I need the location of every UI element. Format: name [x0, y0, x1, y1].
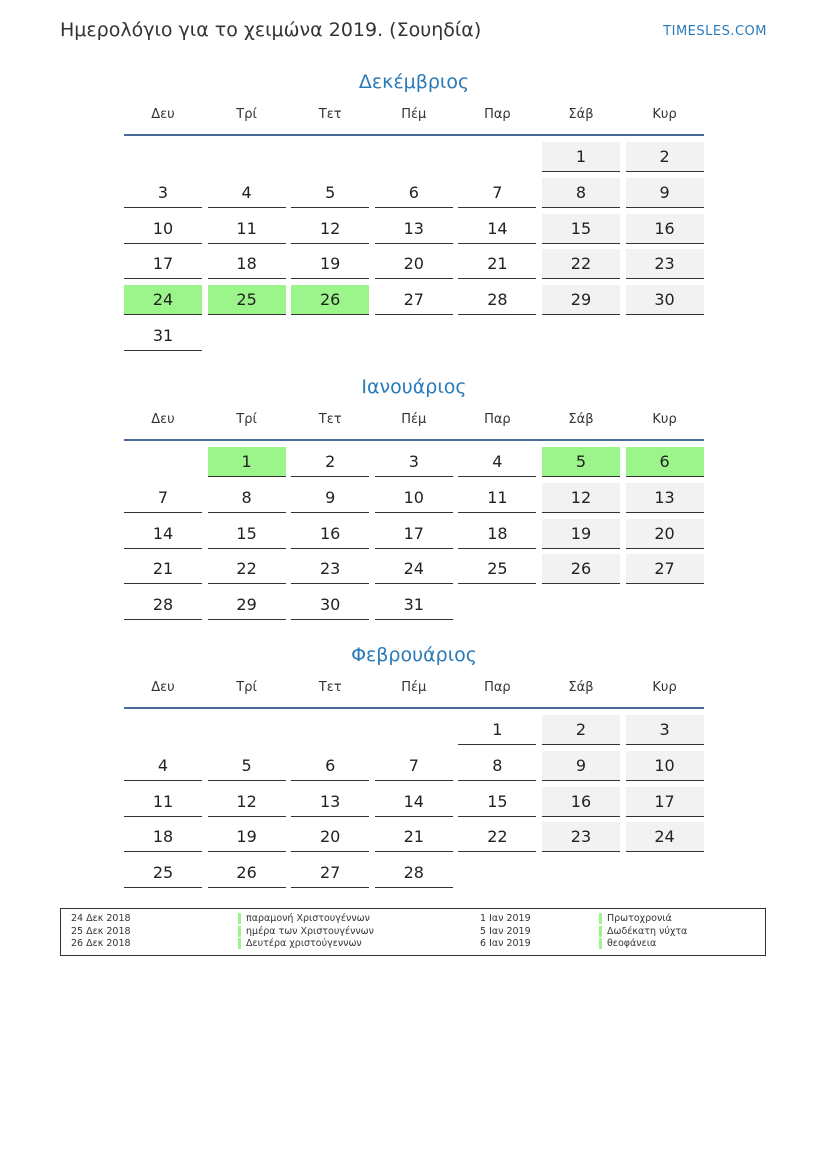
week-row	[124, 320, 704, 356]
weekday-label: Πέμ	[401, 107, 427, 122]
legend-line	[599, 926, 687, 939]
empty-cell	[291, 142, 369, 172]
legend-holiday-name: παραμονή Χριστουγέννων	[238, 913, 370, 924]
day-cell: 20	[291, 822, 369, 852]
holiday-day-cell: 5	[542, 447, 620, 477]
day-cell: 26	[208, 858, 286, 888]
weekday-label: Κυρ	[652, 680, 677, 695]
empty-cell	[458, 858, 536, 888]
empty-cell	[458, 590, 536, 620]
week-row	[124, 821, 704, 857]
empty-cell	[208, 715, 286, 745]
header-divider	[124, 439, 704, 441]
legend-holiday-name: ημέρα των Χριστουγέννων	[238, 926, 374, 937]
day-cell: 13	[375, 214, 453, 244]
week-row	[124, 750, 704, 786]
legend-holiday-name: θεοφάνεια	[599, 938, 656, 949]
day-cell: 25	[124, 858, 202, 888]
day-cell: 22	[208, 554, 286, 584]
day-cell: 26	[542, 554, 620, 584]
week-row	[124, 141, 704, 177]
day-cell: 21	[124, 554, 202, 584]
weekday-label: Δευ	[151, 412, 175, 427]
week-row	[124, 553, 704, 589]
day-cell: 10	[626, 751, 704, 781]
legend-line	[71, 938, 131, 951]
day-cell: 23	[291, 554, 369, 584]
legend-line	[599, 913, 687, 926]
empty-cell	[542, 321, 620, 351]
legend-line	[71, 926, 131, 939]
day-cell: 11	[124, 787, 202, 817]
day-cell: 15	[542, 214, 620, 244]
empty-cell	[375, 142, 453, 172]
weekday-label: Παρ	[484, 107, 511, 122]
day-cell: 19	[291, 249, 369, 279]
empty-cell	[458, 142, 536, 172]
weekday-label: Πέμ	[401, 412, 427, 427]
week-row	[124, 248, 704, 284]
empty-cell	[542, 590, 620, 620]
brand-link[interactable]: TIMESLES.COM	[663, 24, 767, 39]
legend-line	[480, 938, 531, 951]
day-cell: 30	[626, 285, 704, 315]
weekday-label: Τρί	[236, 107, 257, 122]
day-cell: 31	[375, 590, 453, 620]
day-cell: 3	[375, 447, 453, 477]
legend-line	[480, 926, 531, 939]
day-cell: 17	[626, 787, 704, 817]
day-cell: 12	[291, 214, 369, 244]
header-divider	[124, 134, 704, 136]
legend-right-dates	[480, 913, 531, 951]
day-cell: 7	[375, 751, 453, 781]
day-cell: 14	[458, 214, 536, 244]
day-cell: 19	[542, 519, 620, 549]
day-cell: 5	[208, 751, 286, 781]
day-cell: 25	[458, 554, 536, 584]
holiday-day-cell: 1	[208, 447, 286, 477]
weekday-label: Παρ	[484, 680, 511, 695]
day-cell: 28	[375, 858, 453, 888]
weekday-label: Τετ	[318, 680, 342, 695]
day-cell: 8	[208, 483, 286, 513]
legend-holiday-name: Δωδέκατη νύχτα	[599, 926, 687, 937]
day-cell: 3	[626, 715, 704, 745]
day-cell: 5	[291, 178, 369, 208]
month-december	[124, 68, 704, 356]
legend-line	[238, 938, 374, 951]
day-cell: 28	[458, 285, 536, 315]
empty-cell	[626, 321, 704, 351]
day-cell: 9	[542, 751, 620, 781]
legend-holiday-name: Πρωτοχρονιά	[599, 913, 672, 924]
day-cell: 19	[208, 822, 286, 852]
day-cell: 21	[375, 822, 453, 852]
weekday-label: Δευ	[151, 107, 175, 122]
day-cell: 21	[458, 249, 536, 279]
day-cell: 11	[208, 214, 286, 244]
day-cell: 4	[124, 751, 202, 781]
empty-cell	[458, 321, 536, 351]
week-row	[124, 177, 704, 213]
day-cell: 16	[291, 519, 369, 549]
empty-cell	[124, 447, 202, 477]
week-row	[124, 589, 704, 625]
holiday-day-cell: 6	[626, 447, 704, 477]
week-row	[124, 518, 704, 554]
holiday-legend	[60, 908, 766, 956]
empty-cell	[626, 858, 704, 888]
legend-line	[238, 913, 374, 926]
weekday-label: Τρί	[236, 412, 257, 427]
legend-line	[599, 938, 687, 951]
month-february	[124, 641, 704, 893]
weekday-label: Τετ	[318, 412, 342, 427]
day-cell: 24	[375, 554, 453, 584]
header-divider	[124, 707, 704, 709]
holiday-day-cell: 26	[291, 285, 369, 315]
day-cell: 1	[458, 715, 536, 745]
weekday-label: Τρί	[236, 680, 257, 695]
day-cell: 9	[626, 178, 704, 208]
empty-cell	[291, 321, 369, 351]
month-january	[124, 373, 704, 625]
legend-holiday-name: Δευτέρα χριστούγεννων	[238, 938, 362, 949]
day-cell: 31	[124, 321, 202, 351]
empty-cell	[208, 321, 286, 351]
day-cell: 29	[208, 590, 286, 620]
day-cell: 12	[208, 787, 286, 817]
empty-cell	[375, 715, 453, 745]
day-cell: 27	[375, 285, 453, 315]
weekday-label: Σάβ	[568, 680, 594, 695]
day-cell: 2	[626, 142, 704, 172]
empty-cell	[124, 715, 202, 745]
legend-date: 5 Ιαν 2019	[480, 925, 531, 937]
day-cell: 20	[375, 249, 453, 279]
week-row	[124, 446, 704, 482]
month-name: Δεκέμβριος	[358, 71, 470, 93]
day-cell: 29	[542, 285, 620, 315]
day-cell: 9	[291, 483, 369, 513]
day-cell: 24	[626, 822, 704, 852]
empty-cell	[208, 142, 286, 172]
day-cell: 28	[124, 590, 202, 620]
weekday-header	[124, 409, 704, 431]
month-name: Ιανουάριος	[361, 376, 467, 398]
day-cell: 8	[542, 178, 620, 208]
week-row	[124, 786, 704, 822]
day-cell: 30	[291, 590, 369, 620]
weekday-label: Δευ	[151, 680, 175, 695]
day-cell: 7	[458, 178, 536, 208]
weekday-label: Παρ	[484, 412, 511, 427]
day-cell: 7	[124, 483, 202, 513]
week-row	[124, 482, 704, 518]
weekday-header	[124, 677, 704, 699]
legend-left-dates	[71, 913, 131, 951]
empty-cell	[375, 321, 453, 351]
legend-line	[71, 913, 131, 926]
weekday-label: Κυρ	[652, 412, 677, 427]
day-cell: 22	[542, 249, 620, 279]
legend-date: 26 Δεκ 2018	[71, 938, 131, 949]
day-cell: 4	[458, 447, 536, 477]
empty-cell	[542, 858, 620, 888]
day-cell: 12	[542, 483, 620, 513]
weekday-label: Τετ	[318, 107, 342, 122]
day-cell: 15	[458, 787, 536, 817]
day-cell: 15	[208, 519, 286, 549]
day-cell: 10	[124, 214, 202, 244]
day-cell: 2	[291, 447, 369, 477]
day-cell: 18	[124, 822, 202, 852]
empty-cell	[291, 715, 369, 745]
day-cell: 6	[291, 751, 369, 781]
day-cell: 17	[124, 249, 202, 279]
legend-date: 6 Ιαν 2019	[480, 938, 531, 949]
weekday-label: Σάβ	[568, 412, 594, 427]
page-title: Ημερολόγιο για το χειμώνα 2019. (Σουηδία)	[60, 19, 482, 41]
weekday-label: Πέμ	[401, 680, 427, 695]
day-cell: 1	[542, 142, 620, 172]
weekday-header	[124, 104, 704, 126]
legend-date: 1 Ιαν 2019	[480, 913, 531, 924]
week-row	[124, 714, 704, 750]
day-cell: 3	[124, 178, 202, 208]
day-cell: 8	[458, 751, 536, 781]
month-name: Φεβρουάριος	[351, 644, 477, 666]
week-row	[124, 857, 704, 893]
holiday-day-cell: 24	[124, 285, 202, 315]
empty-cell	[124, 142, 202, 172]
day-cell: 18	[458, 519, 536, 549]
weekday-label: Κυρ	[652, 107, 677, 122]
legend-left-names	[238, 913, 374, 951]
legend-date: 24 Δεκ 2018	[71, 913, 131, 924]
day-cell: 13	[291, 787, 369, 817]
day-cell: 11	[458, 483, 536, 513]
legend-line	[238, 926, 374, 939]
legend-right-names	[599, 913, 687, 951]
weekday-label: Σάβ	[568, 107, 594, 122]
week-row	[124, 213, 704, 249]
day-cell: 2	[542, 715, 620, 745]
day-cell: 16	[626, 214, 704, 244]
day-cell: 14	[124, 519, 202, 549]
day-cell: 22	[458, 822, 536, 852]
day-cell: 13	[626, 483, 704, 513]
day-cell: 23	[626, 249, 704, 279]
holiday-day-cell: 25	[208, 285, 286, 315]
day-cell: 23	[542, 822, 620, 852]
day-cell: 20	[626, 519, 704, 549]
day-cell: 27	[291, 858, 369, 888]
day-cell: 16	[542, 787, 620, 817]
day-cell: 4	[208, 178, 286, 208]
day-cell: 17	[375, 519, 453, 549]
legend-date: 25 Δεκ 2018	[71, 925, 131, 937]
empty-cell	[626, 590, 704, 620]
legend-line	[480, 913, 531, 926]
week-row	[124, 284, 704, 320]
day-cell: 27	[626, 554, 704, 584]
day-cell: 14	[375, 787, 453, 817]
day-cell: 18	[208, 249, 286, 279]
day-cell: 10	[375, 483, 453, 513]
day-cell: 6	[375, 178, 453, 208]
